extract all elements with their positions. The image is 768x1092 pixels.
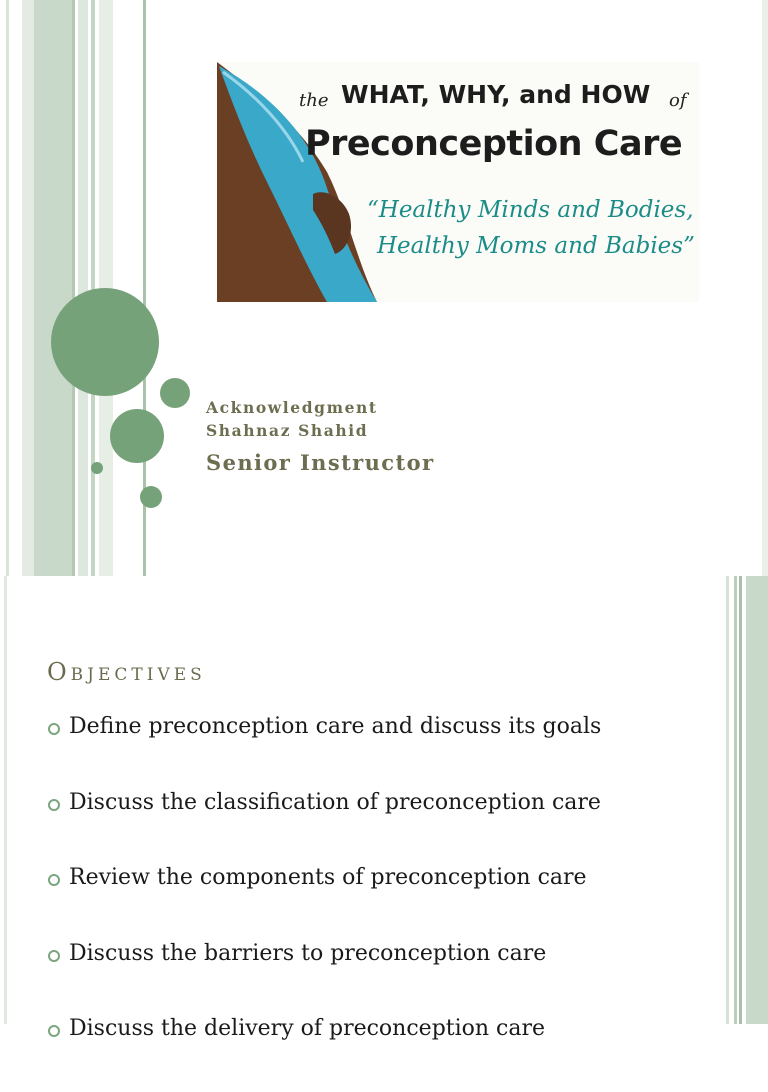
right-edge-stripe <box>762 0 768 576</box>
hero-suffix: of <box>669 90 687 111</box>
hero-banner-image <box>217 62 699 302</box>
hero-quote-line1: “Healthy Minds and Bodies, <box>367 197 694 223</box>
hero-headline: WHAT, WHY, and HOW <box>341 80 651 109</box>
bullet-ring-icon <box>48 950 60 962</box>
hero-quote-line2: Healthy Moms and Babies” <box>377 233 695 259</box>
acknowledgment-label: Acknowledgment <box>206 398 378 417</box>
hero-quote <box>367 192 697 264</box>
bullet-ring-icon <box>48 723 60 735</box>
left-edge-stripe <box>4 576 7 1024</box>
bullet-ring-icon <box>48 799 60 811</box>
bullet-ring-icon <box>48 874 60 886</box>
hero-prefix: the <box>299 90 329 111</box>
objective-text: Define preconception care and discuss its goals <box>69 714 602 739</box>
decorative-stripes-right <box>726 576 768 1024</box>
slide-title: Objectives <box>47 658 206 686</box>
objective-text: Review the components of preconception care <box>69 865 587 890</box>
bullet-ring-icon <box>48 1025 60 1037</box>
objectives-slide <box>0 576 768 1041</box>
acknowledgment-block <box>206 396 378 442</box>
presenter-name: Shahnaz Shahid <box>206 421 369 440</box>
hero-title: Preconception Care <box>305 124 683 164</box>
objective-text: Discuss the delivery of preconception care <box>69 1016 546 1041</box>
presenter-role: Senior Instructor <box>206 450 435 475</box>
decorative-circles <box>0 0 200 576</box>
objective-text: Discuss the barriers to preconception care <box>69 940 547 966</box>
objective-text: Discuss the classification of preconception care <box>69 789 601 815</box>
